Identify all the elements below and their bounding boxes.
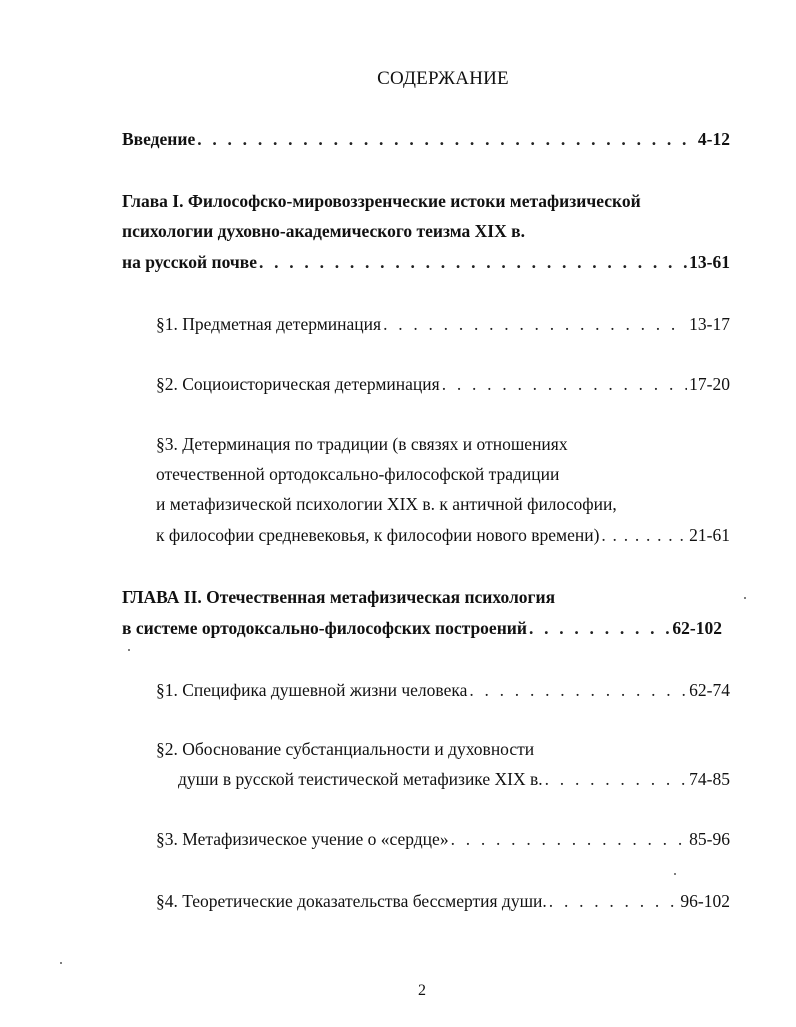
dot-leader [469, 679, 687, 701]
toc-entry-pages: 21-61 [689, 525, 730, 545]
toc-entry-label: §1. Специфика душевной жизни человека [156, 680, 468, 700]
page-number: 2 [418, 982, 426, 999]
toc-entry-ch2-sec1 [156, 679, 730, 701]
ch2-sec2-line1: §2. Обоснование субстанциальности и духовности [156, 739, 535, 759]
toc-entry-ch2-sec2 [178, 768, 730, 790]
toc-entry-ch1-sec2 [156, 373, 730, 395]
chapter1-heading-line2: психологии духовно-академического теизма XIX в. [122, 221, 525, 241]
toc-entry-label: к философии средневековья, к философии нового времени) [156, 525, 600, 545]
scan-speck [60, 962, 62, 964]
toc-entry-intro [122, 128, 730, 150]
dot-leader [549, 890, 679, 912]
toc-entry-label: §3. Метафизическое учение о «сердце» [156, 829, 449, 849]
scan-speck [674, 873, 676, 875]
toc-entry-ch1-sec1 [156, 313, 730, 335]
scan-speck [128, 649, 130, 651]
toc-entry-label: на русской почве [122, 252, 257, 272]
toc-entry-label: §2. Социоисторическая детерминация [156, 374, 440, 394]
ch1-sec3-line2: отечественной ортодоксально-философской традиции [156, 464, 560, 484]
dot-leader [383, 313, 687, 335]
toc-entry-pages: 85-96 [689, 829, 730, 849]
dot-leader [197, 128, 696, 150]
toc-entry-pages: 13-17 [689, 314, 730, 334]
toc-entry-label: §4. Теоретические доказательства бессмертия души. [156, 891, 547, 911]
dot-leader [442, 373, 687, 395]
toc-entry-pages: 4-12 [697, 129, 730, 149]
dot-leader [529, 617, 670, 639]
toc-entry-label: §1. Предметная детерминация [156, 314, 382, 334]
toc-entry-pages: 74-85 [689, 769, 730, 789]
toc-entry-label: души в русской теистической метафизике XIX в. [178, 769, 543, 789]
toc-entry-label: в системе ортодоксально-философских построений [122, 618, 527, 638]
dot-leader [259, 251, 687, 273]
scan-speck [744, 597, 746, 599]
toc-entry-ch2-sec4 [156, 890, 730, 912]
toc-entry-chapter1 [122, 251, 730, 273]
dot-leader [451, 828, 688, 850]
ch1-sec3-line1: §3. Детерминация по традиции (в связях и отношениях [156, 434, 568, 454]
toc-entry-chapter2 [122, 617, 722, 639]
chapter2-heading-line1: ГЛАВА II. Отечественная метафизическая психология [122, 587, 556, 607]
ch1-sec3-line3: и метафизической психологии XIX в. к античной философии, [156, 494, 617, 514]
page-title: СОДЕРЖАНИЕ [377, 68, 509, 89]
toc-entry-ch2-sec3 [156, 828, 730, 850]
toc-entry-pages: 62-74 [689, 680, 730, 700]
toc-entry-pages: 62-102 [672, 618, 722, 638]
chapter1-heading-line1: Глава I. Философско-мировоззренческие истоки метафизической [122, 191, 641, 211]
toc-entry-pages: 17-20 [689, 374, 730, 394]
toc-entry-pages: 96-102 [680, 891, 730, 911]
toc-entry-label: Введение [122, 129, 196, 149]
dot-leader [601, 524, 687, 546]
dot-leader [545, 768, 688, 790]
toc-entry-pages: 13-61 [689, 252, 730, 272]
toc-entry-ch1-sec3 [156, 524, 730, 546]
